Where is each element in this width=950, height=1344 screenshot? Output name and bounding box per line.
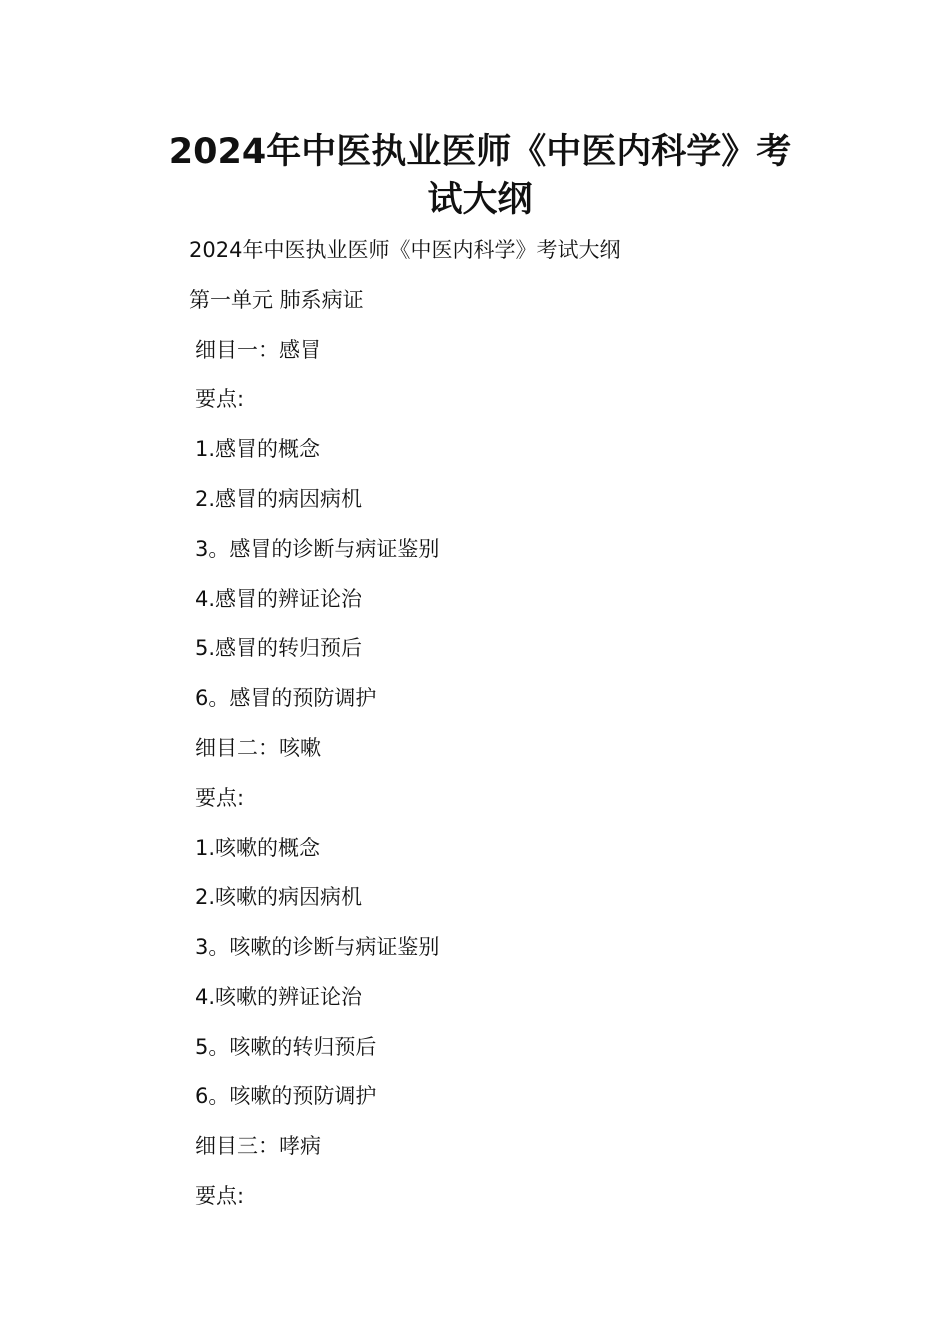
key-points-label: 要点:: [195, 1184, 245, 1208]
title-line-1: 2024年中医执业医师《中医内科学》考: [168, 132, 792, 172]
list-item: 1.感冒的概念: [195, 437, 321, 461]
section-heading: 细目一：感冒: [195, 338, 321, 362]
list-item: 6。感冒的预防调护: [195, 686, 377, 710]
list-item: 6。咳嗽的预防调护: [195, 1084, 377, 1108]
list-item: 1.咳嗽的概念: [195, 836, 321, 860]
key-points-label: 要点:: [195, 786, 245, 810]
section-heading: 细目三：哮病: [195, 1134, 321, 1158]
document-title: [150, 128, 810, 224]
section-heading: 细目二：咳嗽: [195, 736, 321, 760]
subtitle-line: 2024年中医执业医师《中医内科学》考试大纲: [189, 238, 621, 262]
key-points-label: 要点:: [195, 387, 245, 411]
list-item: 2.感冒的病因病机: [195, 487, 363, 511]
list-item: 4.感冒的辨证论治: [195, 587, 363, 611]
unit-heading: 第一单元 肺系病证: [189, 288, 364, 312]
list-item: 3。感冒的诊断与病证鉴别: [195, 537, 440, 561]
list-item: 3。咳嗽的诊断与病证鉴别: [195, 935, 440, 959]
list-item: 2.咳嗽的病因病机: [195, 885, 363, 909]
title-line-2: 试大纲: [427, 180, 533, 220]
list-item: 5.感冒的转归预后: [195, 636, 363, 660]
list-item: 4.咳嗽的辨证论治: [195, 985, 363, 1009]
list-item: 5。咳嗽的转归预后: [195, 1035, 377, 1059]
